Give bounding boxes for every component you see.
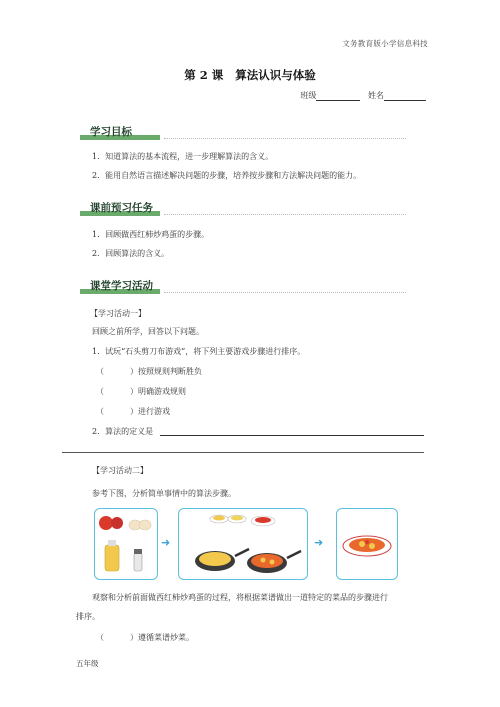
preview-item: 1．回顾做西红柿炒鸡蛋的步骤。 [92, 230, 210, 239]
lesson-title: 算法认识与体验 [235, 68, 316, 82]
preview-item: 2．回顾算法的含义。 [92, 249, 170, 258]
section-goals-title: 学习目标 [90, 126, 132, 138]
class-label: 班级 [300, 91, 317, 100]
class-name-line [300, 90, 426, 101]
activity2-paragraph-line2: 排序。 [76, 612, 100, 621]
dish-illustration [337, 509, 397, 579]
class-blank[interactable] [316, 91, 360, 101]
activity1-option[interactable]: （ ）进行游戏 [96, 407, 170, 416]
cooking-panel [178, 508, 308, 580]
section-activities-heading [76, 278, 406, 296]
activity1-question1: 1．试玩“石头剪刀布游戏”，将下列主要游戏步骤进行排序。 [92, 347, 306, 356]
activity2-intro: 参考下图，分析简单事情中的算法步骤。 [92, 489, 236, 498]
page-title [0, 67, 500, 83]
activity1-option[interactable]: （ ）按照规则判断胜负 [96, 367, 202, 376]
goal-item: 2．能用自然语言描述解决问题的步骤，培养按步骤和方法解决问题的能力。 [92, 171, 362, 180]
dish-panel [336, 508, 398, 580]
ingredients-panel [94, 508, 158, 580]
activity1-intro: 回顾之前所学，回答以下问题。 [92, 327, 204, 336]
section-activities-title: 课堂学习活动 [90, 280, 153, 292]
section-preview-title: 课前预习任务 [90, 202, 153, 214]
activity2-paragraph-line1: 观察和分析前面做西红柿炒鸡蛋的过程，将根据菜谱做出一道特定的菜品的步骤进行 [92, 593, 388, 602]
name-blank[interactable] [384, 91, 426, 101]
arrow-right-icon: ➜ [161, 536, 171, 549]
activity2-option[interactable]: （ ）遵循菜谱炒菜。 [96, 633, 194, 642]
lesson-number: 第 2 课 [184, 68, 224, 82]
definition-answer-line[interactable] [160, 435, 424, 436]
activity1-question2: 2．算法的定义是 [92, 427, 154, 436]
cooking-illustration [179, 509, 307, 579]
arrow-right-icon: ➜ [314, 536, 324, 549]
section-preview-heading [76, 200, 406, 218]
publisher-header: 文务教育版小学信息科技 [342, 39, 428, 48]
activity2-title: 【学习活动二】 [92, 466, 148, 475]
divider [62, 452, 424, 453]
goal-item: 1．知道算法的基本流程，进一步理解算法的含义。 [92, 152, 274, 161]
name-label: 姓名 [368, 91, 384, 100]
activity1-title: 【学习活动一】 [90, 309, 146, 318]
ingredients-illustration [95, 509, 157, 579]
grade-footer: 五年级 [76, 659, 99, 668]
activity1-option[interactable]: （ ）明确游戏规则 [96, 387, 186, 396]
section-goals-heading [76, 124, 406, 142]
